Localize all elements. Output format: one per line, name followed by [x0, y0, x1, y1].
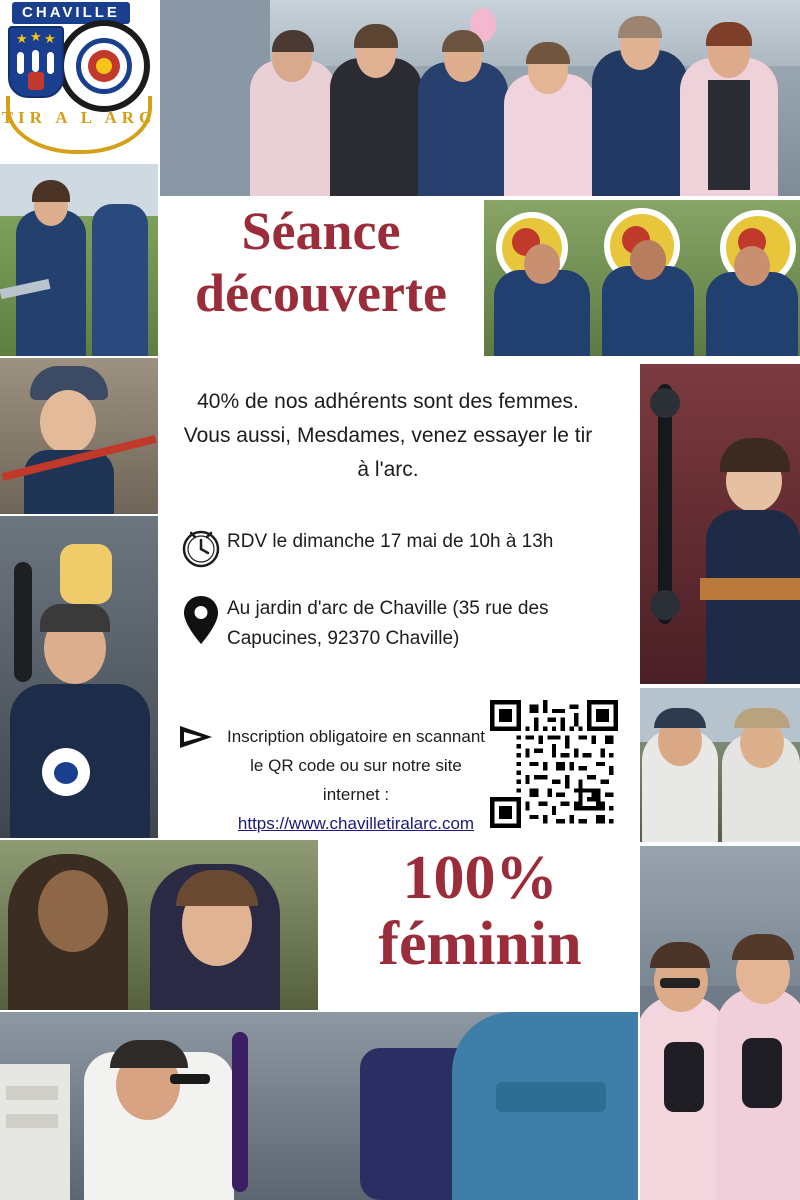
photo-two-smiling-young-women: [0, 840, 318, 1010]
map-pin-icon: [175, 594, 227, 646]
club-logo-subtitle: TIR A L ARC: [1, 108, 157, 127]
club-logo: [0, 0, 158, 160]
signup-text: Inscription obligatoire en scannant le QR code ou sur notre site internet :: [227, 727, 485, 804]
photo-two-archers-selfie: [640, 688, 800, 842]
slogan-line-2: féminin: [378, 910, 582, 978]
signup-row: [175, 722, 495, 838]
intro-paragraph: 40% de nos adhérents sont des femmes. Vous aussi, Mesdames, venez essayer le tir à l'arc.: [183, 390, 593, 481]
qr-code[interactable]: [490, 700, 618, 828]
arrow-flag-icon: [175, 722, 221, 752]
schedule-row: [175, 527, 645, 571]
headline-line-2: découverte: [195, 263, 447, 323]
photo-archers-field-blue: [0, 164, 158, 356]
photo-three-archers-targets: [484, 200, 800, 356]
location-text: Au jardin d'arc de Chaville (35 rue des Capucines, 92370 Chaville): [227, 598, 549, 649]
clock-icon: [175, 527, 227, 571]
headline-line-1: Séance: [241, 201, 401, 261]
schedule-text: RDV le dimanche 17 mai de 10h à 13h: [227, 531, 554, 552]
club-logo-banner: CHAVILLE: [12, 2, 130, 24]
shield-icon: ★ ★ ★: [8, 26, 64, 98]
signup-text-block: [221, 722, 491, 838]
photo-team-group-stadium: [160, 0, 800, 196]
photo-archer-hat-portrait: [0, 358, 158, 514]
photo-archer-indoor-pink: [640, 364, 800, 684]
location-row: [175, 594, 625, 654]
slogan: [320, 845, 640, 977]
slogan-line-1: 100%: [402, 844, 558, 912]
website-link[interactable]: https://www.chavilletiralarc.com: [237, 814, 475, 833]
photo-archer-aiming-closeup: [0, 1012, 638, 1200]
photo-archer-compound-glasses: [0, 516, 158, 838]
page-title: [160, 200, 482, 324]
